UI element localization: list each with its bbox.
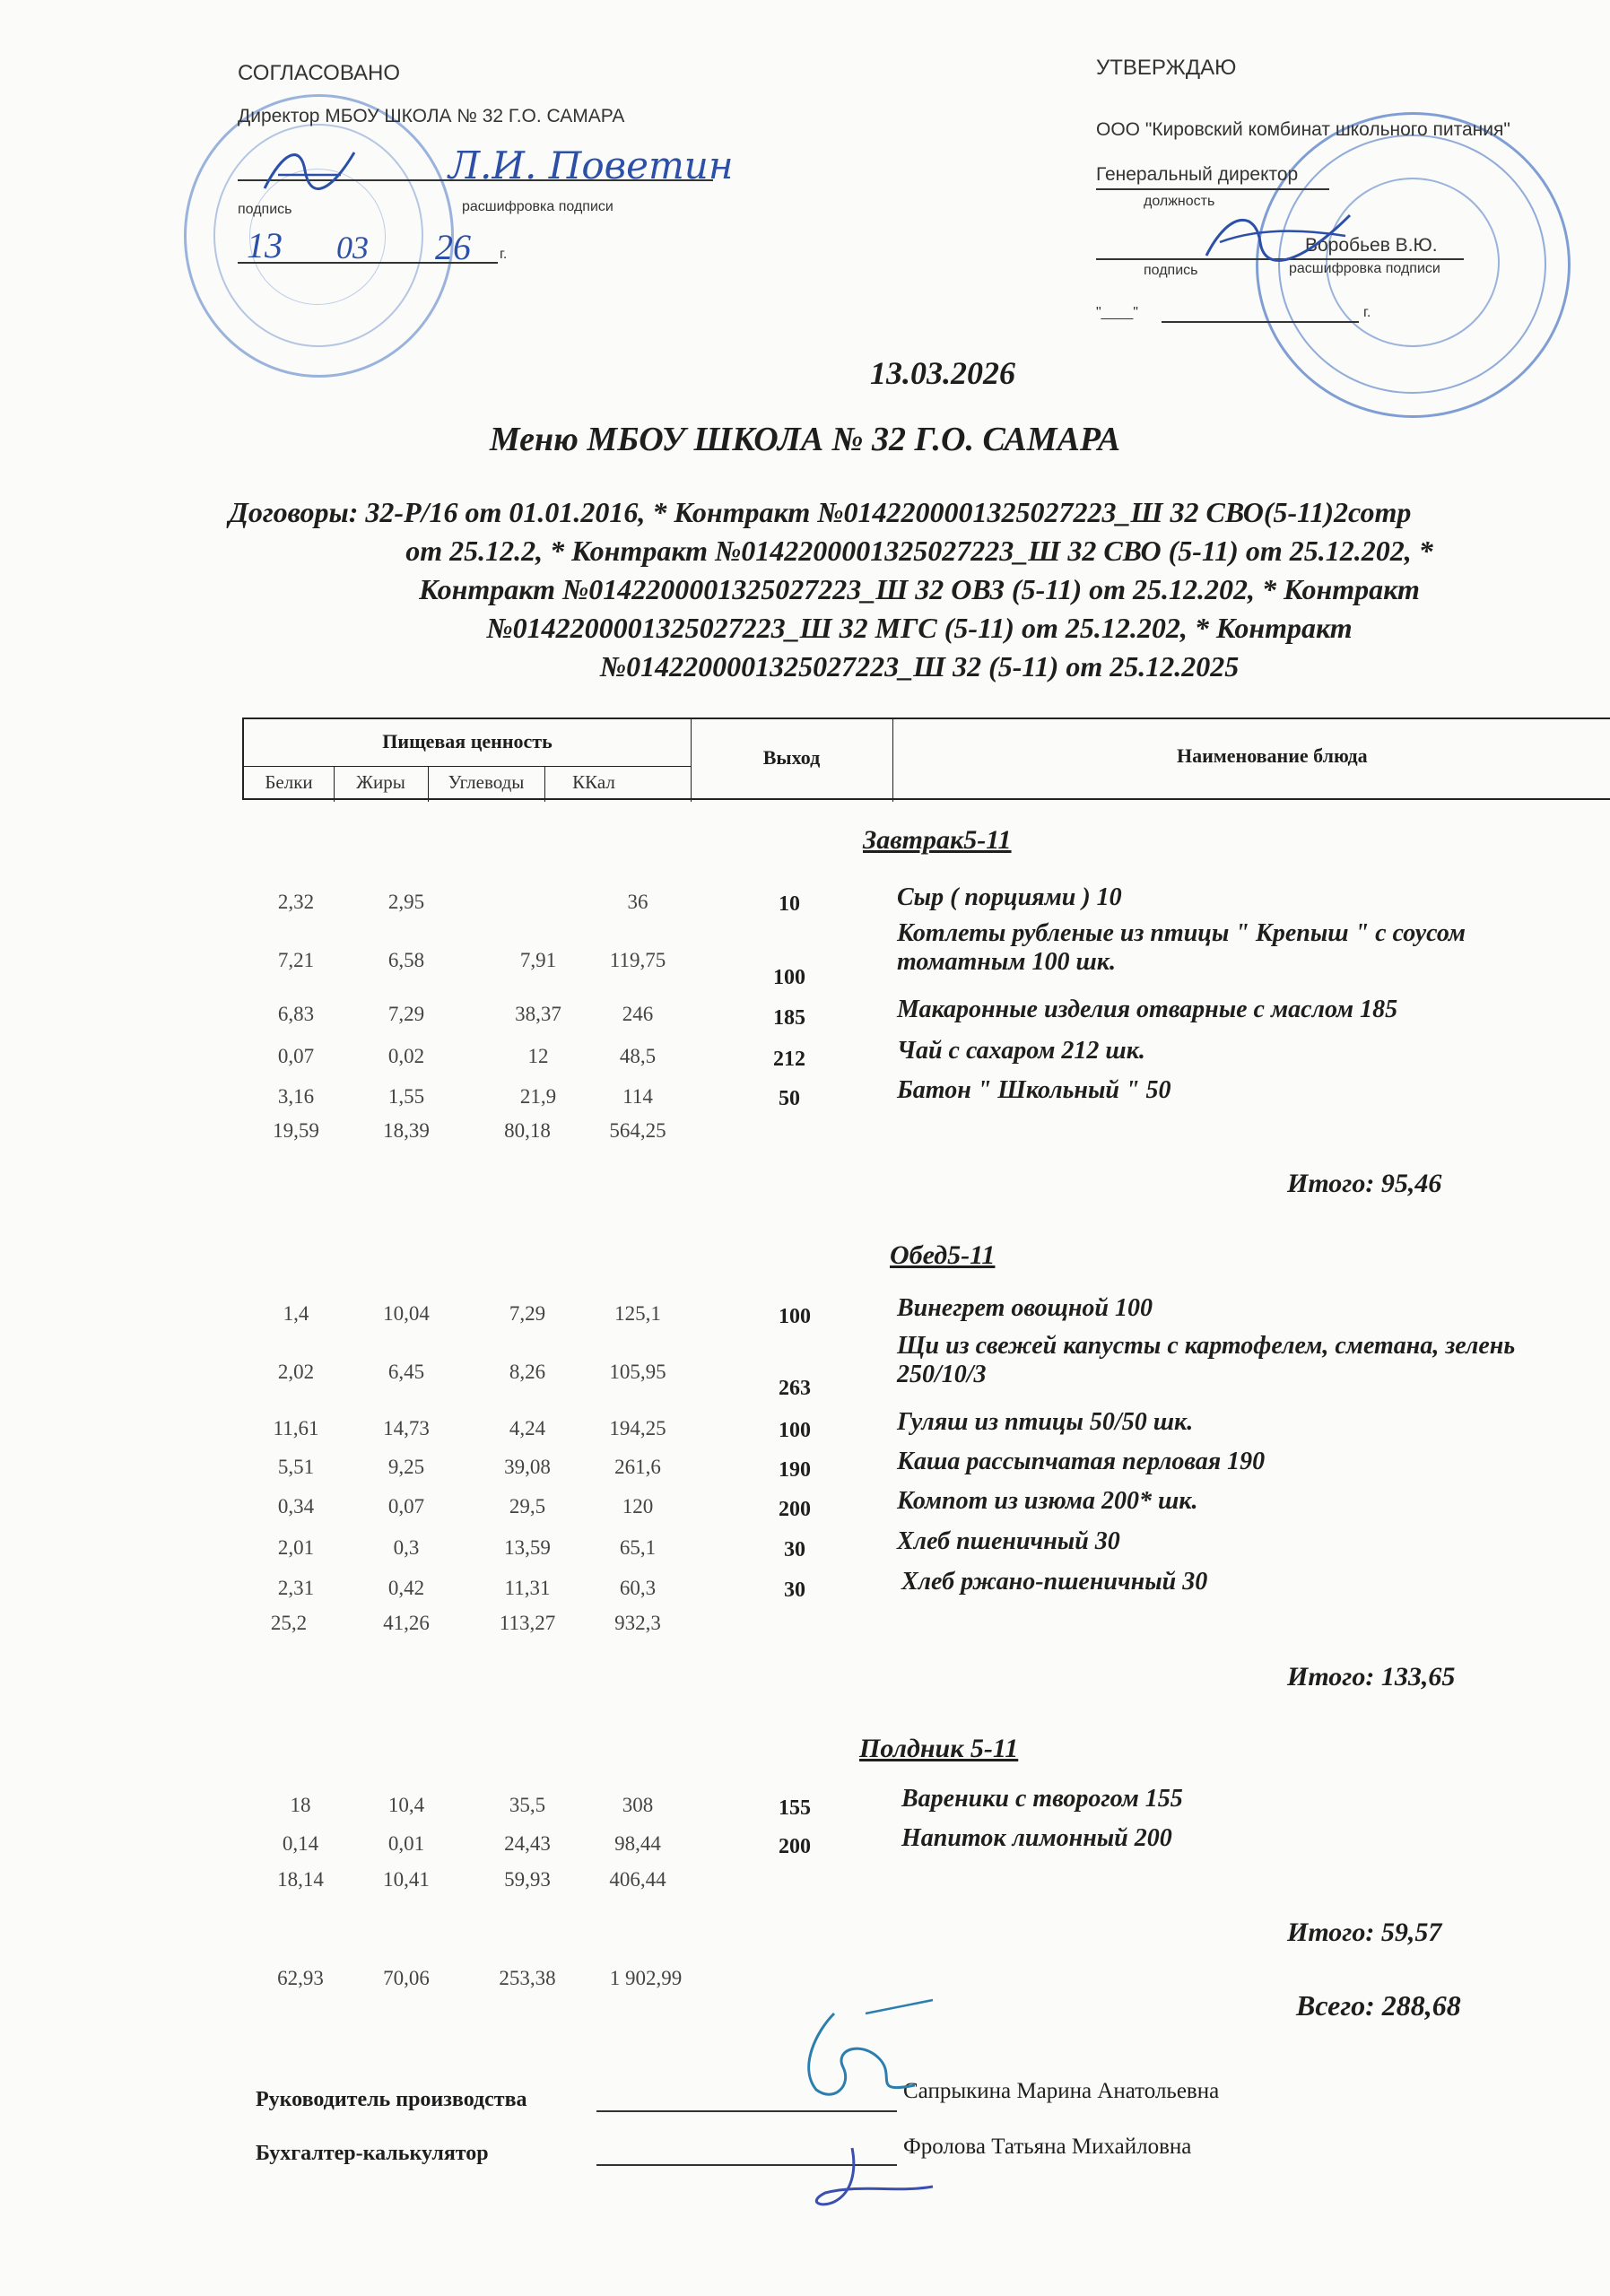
total-protein: 18,14	[277, 1868, 324, 1891]
cell-dish: Чай с сахаром 212 шк.	[897, 1037, 1145, 1065]
header-fat: Жиры	[356, 771, 405, 793]
cell-protein: 2,01	[277, 1536, 315, 1559]
cell-yield: 30	[784, 1538, 805, 1561]
total-kcal: 406,44	[609, 1868, 666, 1891]
cell-protein: 2,31	[277, 1577, 315, 1599]
left-year-suffix: г.	[500, 247, 508, 262]
cell-kcal: 60,3	[619, 1577, 657, 1599]
cell-yield: 10	[779, 892, 800, 916]
cell-carbs: 7,29	[509, 1302, 546, 1325]
cell-kcal: 120	[622, 1495, 654, 1518]
cell-dish: Котлеты рубленые из птицы " Крепыш " с соусом томатным 100 шк.	[897, 919, 1466, 976]
cell-dish: Компот из изюма 200* шк.	[897, 1487, 1198, 1515]
cell-dish: Хлеб ржано-пшеничный 30	[901, 1568, 1208, 1596]
cell-fat: 2,95	[387, 891, 425, 913]
footer-signature-1	[780, 1996, 942, 2112]
cell-fat: 10,4	[387, 1794, 425, 1816]
right-org: ООО "Кировский комбинат школьного питания"	[1096, 119, 1510, 140]
section-title-lunch: Обед5-11	[890, 1240, 996, 1270]
cell-protein: 3,16	[277, 1085, 315, 1108]
left-decode-label: расшифровка подписи	[462, 199, 614, 214]
cell-carbs: 11,31	[504, 1577, 551, 1599]
cell-fat: 10,04	[383, 1302, 430, 1325]
right-position-line	[1096, 188, 1329, 190]
cell-dish: Макаронные изделия отварные с маслом 185	[897, 996, 1398, 1023]
cell-carbs: 35,5	[509, 1794, 546, 1816]
left-date-month: 03	[336, 230, 369, 265]
left-date-year: 26	[435, 227, 471, 267]
cell-protein: 5,51	[277, 1456, 315, 1478]
contracts-line-3: Контракт №0142200001325027223_Ш 32 ОВЗ (5-11) от 25.12.202, * Контракт	[419, 573, 1420, 605]
left-sign-label: подпись	[238, 202, 292, 217]
cell-yield: 155	[779, 1796, 811, 1820]
left-date-day: 13	[247, 225, 283, 265]
cell-kcal: 119,75	[609, 949, 666, 971]
cell-kcal: 125,1	[614, 1302, 661, 1325]
total-carbs: 80,18	[504, 1119, 551, 1142]
total-fat: 18,39	[383, 1119, 430, 1142]
grand-fat: 70,06	[383, 1967, 430, 1989]
cell-dish: Гуляш из птицы 50/50 шк.	[897, 1408, 1194, 1436]
menu-title: Меню МБОУ ШКОЛА № 32 Г.О. САМАРА	[489, 421, 1121, 458]
left-handwritten-name: Л.И. Поветин	[448, 144, 734, 187]
cell-yield: 200	[779, 1835, 811, 1858]
cell-protein: 7,21	[277, 949, 315, 971]
cell-fat: 14,73	[383, 1417, 430, 1439]
section-itogo: Итого: 133,65	[1287, 1662, 1456, 1692]
cell-yield: 100	[779, 1419, 811, 1442]
total-kcal: 932,3	[614, 1612, 661, 1634]
section-title-breakfast: Завтрак5-11	[863, 825, 1012, 855]
total-kcal: 564,25	[609, 1119, 666, 1142]
cell-kcal: 246	[622, 1003, 654, 1025]
cell-yield: 263	[779, 1377, 811, 1400]
cell-fat: 0,02	[387, 1045, 425, 1067]
cell-carbs: 12	[527, 1045, 549, 1067]
right-decode-label: расшифровка подписи	[1289, 261, 1440, 276]
cell-protein: 0,14	[282, 1832, 319, 1855]
cell-kcal: 48,5	[619, 1045, 657, 1067]
cell-yield: 50	[779, 1087, 800, 1110]
cell-protein: 0,07	[277, 1045, 315, 1067]
cell-protein: 11,61	[273, 1417, 319, 1439]
section-title-snack: Полдник 5-11	[859, 1734, 1019, 1763]
cell-protein: 2,02	[277, 1361, 315, 1383]
contracts-block	[229, 493, 1610, 686]
total-fat: 10,41	[383, 1868, 430, 1891]
cell-carbs: 7,91	[519, 949, 557, 971]
grand-carbs: 253,38	[499, 1967, 556, 1989]
cell-carbs: 13,59	[504, 1536, 551, 1559]
header-protein: Белки	[265, 771, 313, 793]
cell-yield: 100	[773, 966, 805, 989]
right-sign-label: подпись	[1144, 263, 1198, 278]
cell-fat: 9,25	[387, 1456, 425, 1478]
header-kcal: ККал	[572, 771, 615, 793]
cell-kcal: 105,95	[609, 1361, 666, 1383]
cell-dish: Сыр ( порциями ) 10	[897, 883, 1122, 911]
total-fat: 41,26	[383, 1612, 430, 1634]
cell-carbs: 39,08	[504, 1456, 551, 1478]
total-carbs: 59,93	[504, 1868, 551, 1891]
section-itogo: Итого: 95,46	[1287, 1169, 1442, 1198]
footer-role-2: Бухгалтер-калькулятор	[256, 2142, 489, 2165]
footer-name-2: Фролова Татьяна Михайловна	[903, 2135, 1192, 2159]
cell-dish: Вареники с творогом 155	[901, 1785, 1183, 1813]
cell-kcal: 308	[622, 1794, 654, 1816]
cell-carbs: 29,5	[509, 1495, 546, 1518]
cell-fat: 1,55	[387, 1085, 425, 1108]
cell-fat: 0,42	[387, 1577, 425, 1599]
grand-kcal: 1 902,99	[609, 1967, 683, 1989]
cell-kcal: 65,1	[619, 1536, 657, 1559]
contracts-line-2: от 25.12.2, * Контракт №0142200001325027223_Ш 32 СВО (5-11) от 25.12.202, *	[405, 535, 1433, 567]
cell-dish: Винегрет овощной 100	[897, 1294, 1153, 1322]
cell-protein: 18	[290, 1794, 311, 1816]
cell-kcal: 36	[627, 891, 648, 913]
right-position: Генеральный директор	[1096, 164, 1299, 185]
header-dish: Наименование блюда	[1177, 744, 1368, 767]
cell-carbs: 24,43	[504, 1832, 551, 1855]
cell-kcal: 261,6	[614, 1456, 661, 1478]
header-yield: Выход	[762, 746, 821, 769]
grand-protein: 62,93	[277, 1967, 324, 1989]
cell-protein: 2,32	[277, 891, 315, 913]
right-position-label: должность	[1144, 194, 1215, 209]
cell-yield: 185	[773, 1006, 805, 1030]
left-position: Директор МБОУ ШКОЛА № 32 Г.О. САМАРА	[238, 106, 625, 126]
cell-carbs: 4,24	[509, 1417, 546, 1439]
right-name: Воробьев В.Ю.	[1305, 235, 1438, 256]
section-itogo: Итого: 59,57	[1287, 1918, 1442, 1947]
right-date-line	[1162, 321, 1359, 323]
agreed-title: СОГЛАСОВАНО	[238, 61, 401, 85]
cell-fat: 0,07	[387, 1495, 425, 1518]
left-date-line	[238, 262, 498, 264]
cell-dish: Каша рассыпчатая перловая 190	[897, 1448, 1266, 1475]
cell-carbs: 8,26	[509, 1361, 546, 1383]
cell-dish: Хлеб пшеничный 30	[897, 1527, 1120, 1555]
table-header	[242, 718, 1610, 800]
left-signature	[256, 135, 363, 206]
cell-fat: 6,58	[387, 949, 425, 971]
total-protein: 25,2	[270, 1612, 308, 1634]
footer-name-1: Сапрыкина Марина Анатольевна	[903, 2079, 1220, 2103]
cell-yield: 100	[779, 1305, 811, 1328]
cell-yield: 30	[784, 1578, 805, 1602]
cell-kcal: 114	[622, 1085, 653, 1108]
header-sep	[892, 719, 893, 802]
cell-protein: 6,83	[277, 1003, 315, 1025]
cell-fat: 0,01	[387, 1832, 425, 1855]
vsego-total: Всего: 288,68	[1296, 1989, 1461, 2022]
cell-dish: Напиток лимонный 200	[901, 1824, 1172, 1852]
contracts-line-5: №0142200001325027223_Ш 32 (5-11) от 25.12.2025	[599, 650, 1240, 683]
header-nutrition: Пищевая ценность	[382, 730, 553, 752]
contracts-line-4: №0142200001325027223_Ш 32 МГС (5-11) от 25.12.202, * Контракт	[486, 612, 1353, 644]
cell-carbs: 38,37	[515, 1003, 561, 1025]
cell-kcal: 98,44	[614, 1832, 661, 1855]
contracts-line-1: Договоры: 32-Р/16 от 01.01.2016, * Контракт №0142200001325027223_Ш 32 СВО(5-11)2сотр	[229, 496, 1412, 528]
cell-fat: 0,3	[393, 1536, 420, 1559]
cell-yield: 212	[773, 1048, 805, 1071]
right-date-quote: "____"	[1096, 305, 1138, 320]
cell-fat: 7,29	[387, 1003, 425, 1025]
cell-yield: 200	[779, 1498, 811, 1521]
total-carbs: 113,27	[499, 1612, 556, 1634]
footer-role-1: Руководитель производства	[256, 2088, 527, 2111]
approve-title: УТВЕРЖДАЮ	[1096, 56, 1237, 80]
cell-protein: 0,34	[277, 1495, 315, 1518]
header-carbs: Углеводы	[448, 771, 525, 793]
cell-dish: Батон " Школьный " 50	[897, 1076, 1171, 1104]
cell-kcal: 194,25	[609, 1417, 666, 1439]
menu-date: 13.03.2026	[870, 355, 1015, 391]
cell-carbs: 21,9	[519, 1085, 557, 1108]
total-protein: 19,59	[273, 1119, 319, 1142]
footer-signature-2	[789, 2144, 951, 2220]
cell-yield: 190	[779, 1458, 811, 1482]
cell-dish: Щи из свежей капусты с картофелем, сметана, зелень 250/10/3	[897, 1332, 1516, 1388]
right-year-suffix: г.	[1363, 305, 1371, 320]
cell-protein: 1,4	[283, 1302, 309, 1325]
header-divider	[244, 766, 691, 767]
cell-fat: 6,45	[387, 1361, 425, 1383]
